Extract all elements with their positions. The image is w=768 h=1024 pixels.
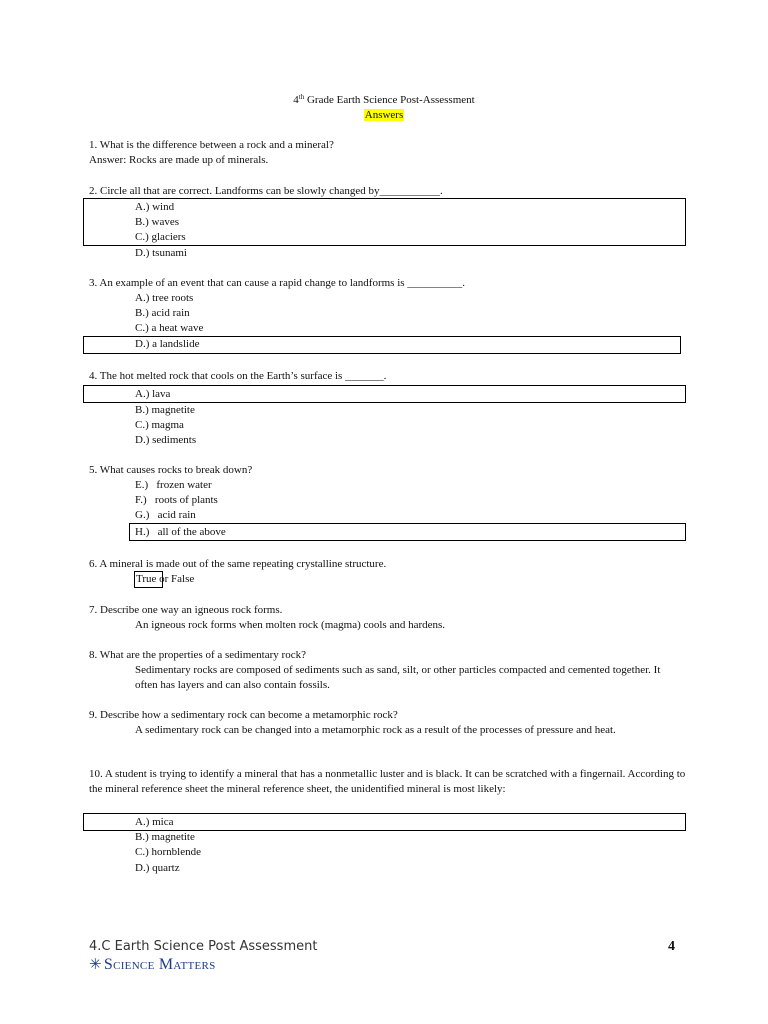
q2-option-c: C.) glaciers <box>135 231 186 243</box>
question-5: 5. What causes rocks to break down? <box>89 464 253 476</box>
q5-option-h: H.) all of the above <box>135 526 226 538</box>
q5-option-e: E.) frozen water <box>135 479 212 491</box>
question-8: 8. What are the properties of a sedimentary rock? <box>89 649 306 661</box>
q3-option-d: D.) a landslide <box>135 338 200 350</box>
q10-option-b: B.) magnetite <box>135 831 195 843</box>
answer-9: A sedimentary rock can be changed into a metamorphic rock as a result of the processes of pressure and heat. <box>135 724 616 736</box>
q5-option-g: G.) acid rain <box>135 509 196 521</box>
question-3: 3. An example of an event that can cause a rapid change to landforms is __________. <box>89 277 466 289</box>
q2-option-d: D.) tsunami <box>135 247 187 259</box>
question-10: 10. A student is trying to identify a mineral that has a nonmetallic luster and is black. It can be scratched with a fingernail. According to the mineral reference sheet the mineral reference sheet, the unidentified mineral is most likely: <box>89 768 686 795</box>
question-2: 2. Circle all that are correct. Landforms can be slowly changed by___________. <box>89 185 443 197</box>
q2-option-b: B.) waves <box>135 216 179 228</box>
q6-false-label: or False <box>156 573 195 585</box>
answer-box-q4 <box>83 385 686 403</box>
q10-option-c: C.) hornblende <box>135 846 201 858</box>
answers-subtitle <box>0 108 768 123</box>
question-1: 1. What is the difference between a rock and a mineral? <box>89 139 334 151</box>
q3-option-c: C.) a heat wave <box>135 322 204 334</box>
question-7: 7. Describe one way an igneous rock forms. <box>89 604 283 616</box>
q3-option-b: B.) acid rain <box>135 307 190 319</box>
footer-document-title: 4.C Earth Science Post Assessment <box>89 939 318 954</box>
q3-option-a: A.) tree roots <box>135 292 194 304</box>
question-6: 6. A mineral is made out of the same repeating crystalline structure. <box>89 558 387 570</box>
science-matters-logo <box>89 957 216 973</box>
question-9: 9. Describe how a sedimentary rock can become a metamorphic rock? <box>89 709 398 721</box>
answer-1: Answer: Rocks are made up of minerals. <box>89 154 269 166</box>
answer-8: Sedimentary rocks are composed of sediments such as sand, silt, or other particles compacted and cemented together. It often has layers and can also contain fossils. <box>135 664 661 691</box>
answer-7: An igneous rock forms when molten rock (magma) cools and hardens. <box>135 619 446 631</box>
q6-answer-line <box>136 572 194 587</box>
page-number: 4 <box>668 939 675 954</box>
highlighted-answers-label: Answers <box>364 109 404 121</box>
q5-option-f: F.) roots of plants <box>135 494 218 506</box>
brand-name: Science Matters <box>103 956 216 973</box>
page-title: 4th Grade Earth Science Post-Assessment <box>293 93 475 106</box>
q4-option-d: D.) sediments <box>135 434 197 446</box>
q10-option-a: A.) mica <box>135 816 174 828</box>
q4-option-c: C.) magma <box>135 419 184 431</box>
q4-option-b: B.) magnetite <box>135 404 195 416</box>
question-4: 4. The hot melted rock that cools on the Earth’s surface is _______. <box>89 370 387 382</box>
q6-true-label: True <box>136 573 157 585</box>
q2-option-a: A.) wind <box>135 201 175 213</box>
q10-option-d: D.) quartz <box>135 862 180 874</box>
star-icon: ✳ <box>89 957 102 973</box>
q4-option-a: A.) lava <box>135 388 171 400</box>
